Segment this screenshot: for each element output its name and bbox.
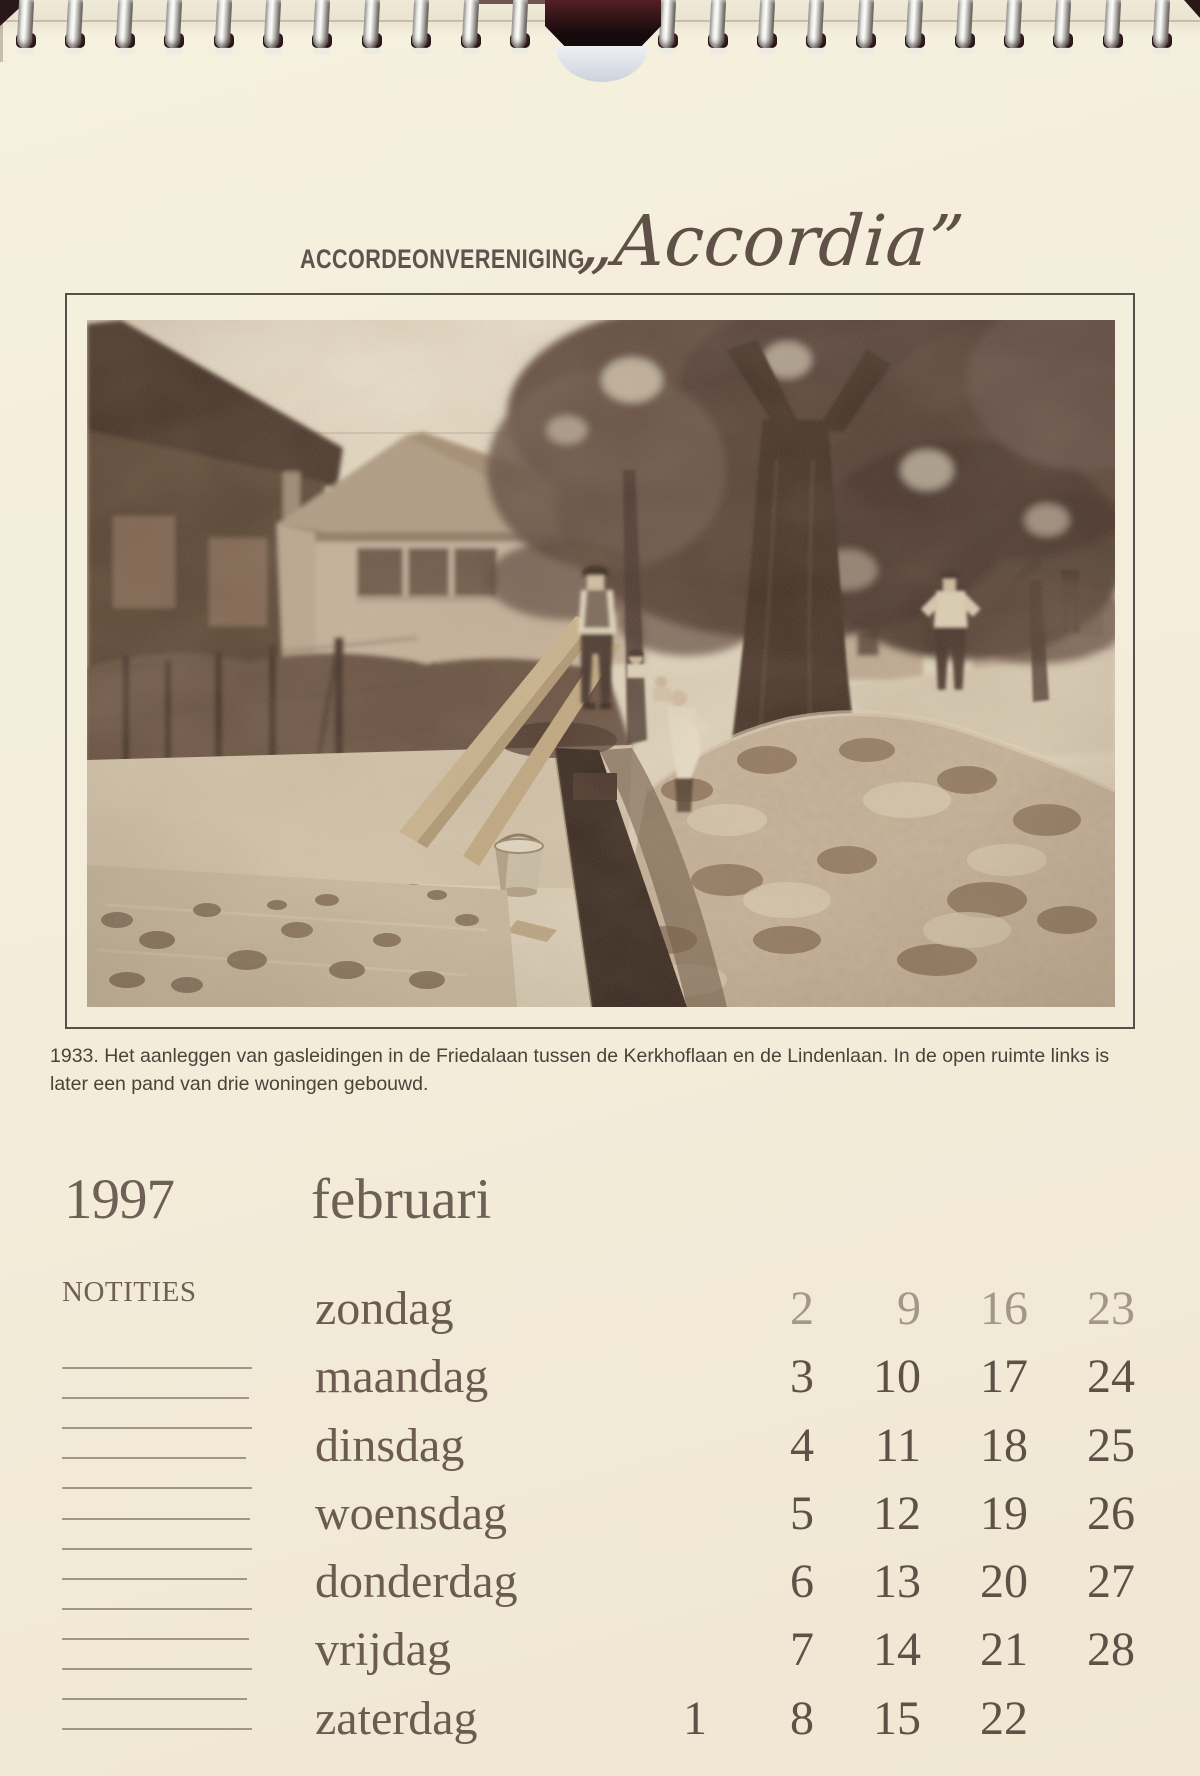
date-cell [600,1625,707,1675]
hole-glint [906,47,924,55]
note-line [62,1487,252,1489]
calendar-row [315,1489,1135,1539]
date-cell: 23 [1087,1282,1135,1335]
wire-loop [1153,0,1171,48]
hanger-notch-disc [556,46,648,82]
spiral-binding [0,0,1200,70]
hole-glint [313,47,331,55]
calendar-row [315,1352,1135,1402]
wire-loop [708,0,726,48]
date-cell: 25 [1087,1419,1135,1472]
note-line [62,1427,252,1429]
photo-illustration [87,320,1115,1007]
note-line [62,1668,252,1670]
note-line [62,1608,252,1610]
wire-loop [214,0,232,48]
note-line [62,1397,249,1399]
hole-glint [659,47,677,55]
hole-glint [758,47,776,55]
date-cell: 22 [980,1692,1028,1745]
club-name-label: ACCORDEONVERENIGING [300,244,585,274]
date-cell: 14 [873,1623,921,1676]
date-cell [600,1284,707,1334]
hole-glint [1005,47,1023,55]
wire-loop [17,0,35,48]
date-cell [600,1557,707,1607]
date-cell: 11 [874,1419,921,1472]
hole-glint [511,47,529,55]
date-cell: 1 [683,1692,707,1745]
date-cell: 5 [790,1487,814,1540]
date-cell: 6 [790,1555,814,1608]
hole-glint [807,47,825,55]
date-cell: 16 [980,1282,1028,1335]
date-cell [1028,1694,1135,1744]
wire-loop [115,0,133,48]
wire-loop [362,0,380,48]
date-cell: 15 [873,1692,921,1745]
wire-loop [906,0,924,48]
hole-glint [116,47,134,55]
day-label: maandag [315,1350,489,1403]
date-cell: 4 [790,1419,814,1472]
hole-glint [1104,47,1122,55]
wire-loop [264,0,282,48]
note-line [62,1367,252,1369]
dark-left-sliver [0,20,3,62]
hole-glint [264,47,282,55]
date-cell: 20 [980,1555,1028,1608]
date-cell: 17 [980,1350,1028,1403]
day-label: woensdag [315,1487,507,1540]
wire-loop [1005,0,1023,48]
date-cell: 27 [1087,1555,1135,1608]
hole-glint [165,47,183,55]
day-label: donderdag [315,1555,518,1608]
date-cell [600,1489,707,1539]
day-label: zondag [315,1282,454,1335]
calendar-row [315,1284,1135,1334]
date-cell: 19 [980,1487,1028,1540]
date-cell: 2 [790,1282,814,1335]
note-line [62,1638,249,1640]
date-cell [600,1421,707,1471]
wire-loop [955,0,973,48]
date-cell [600,1352,707,1402]
wire-loop [1103,0,1121,48]
note-line [62,1548,252,1550]
date-cell: 12 [873,1487,921,1540]
wire-loop [412,0,430,48]
calendar-row [315,1557,1135,1607]
year-label: 1997 [64,1168,174,1231]
hanger-notch [545,0,661,50]
note-line [62,1578,247,1580]
date-cell: 24 [1087,1350,1135,1403]
date-cell: 26 [1087,1487,1135,1540]
note-line [62,1457,246,1459]
date-cell: 21 [980,1623,1028,1676]
date-cell: 7 [790,1623,814,1676]
notes-label: NOTITIES [62,1276,197,1308]
photo-caption: 1933. Het aanleggen van gasleidingen in de Friedalaan tussen de Kerkhoflaan en de Lindenlaan. In de open ruimte links is later een pand van drie woningen gebouwd. [50,1045,1110,1095]
hole-glint [66,47,84,55]
hole-glint [709,47,727,55]
calendar-row [315,1694,1135,1744]
wire-loop [461,0,479,48]
wire-loop [511,0,529,48]
hole-glint [363,47,381,55]
date-cell: 13 [873,1555,921,1608]
wire-loop [758,0,776,48]
date-cell: 8 [790,1692,814,1745]
hole-glint [1054,47,1072,55]
day-label: zaterdag [315,1692,478,1745]
date-cell: 9 [897,1282,921,1335]
month-label: februari [311,1168,492,1231]
wire-loop [659,0,677,48]
calendar-grid [315,1284,1135,1764]
wire-loop [165,0,183,48]
note-line [62,1698,247,1700]
wire-loop [856,0,874,48]
dark-top-sliver [468,0,550,4]
hole-glint [215,47,233,55]
note-line [62,1728,252,1730]
day-label: vrijdag [315,1623,451,1676]
hole-glint [956,47,974,55]
hole-glint [462,47,480,55]
hole-glint [857,47,875,55]
note-line [62,1518,250,1520]
date-cell: 28 [1087,1623,1135,1676]
date-cell: 10 [873,1350,921,1403]
calendar-row [315,1625,1135,1675]
club-script-name: „Accordia” [575,200,967,282]
hole-glint [17,47,35,55]
calendar-row [315,1421,1135,1471]
hole-glint [412,47,430,55]
historical-photo [87,320,1115,1007]
hole-glint [1153,47,1171,55]
date-cell: 18 [980,1419,1028,1472]
day-label: dinsdag [315,1419,465,1472]
date-cell: 3 [790,1350,814,1403]
